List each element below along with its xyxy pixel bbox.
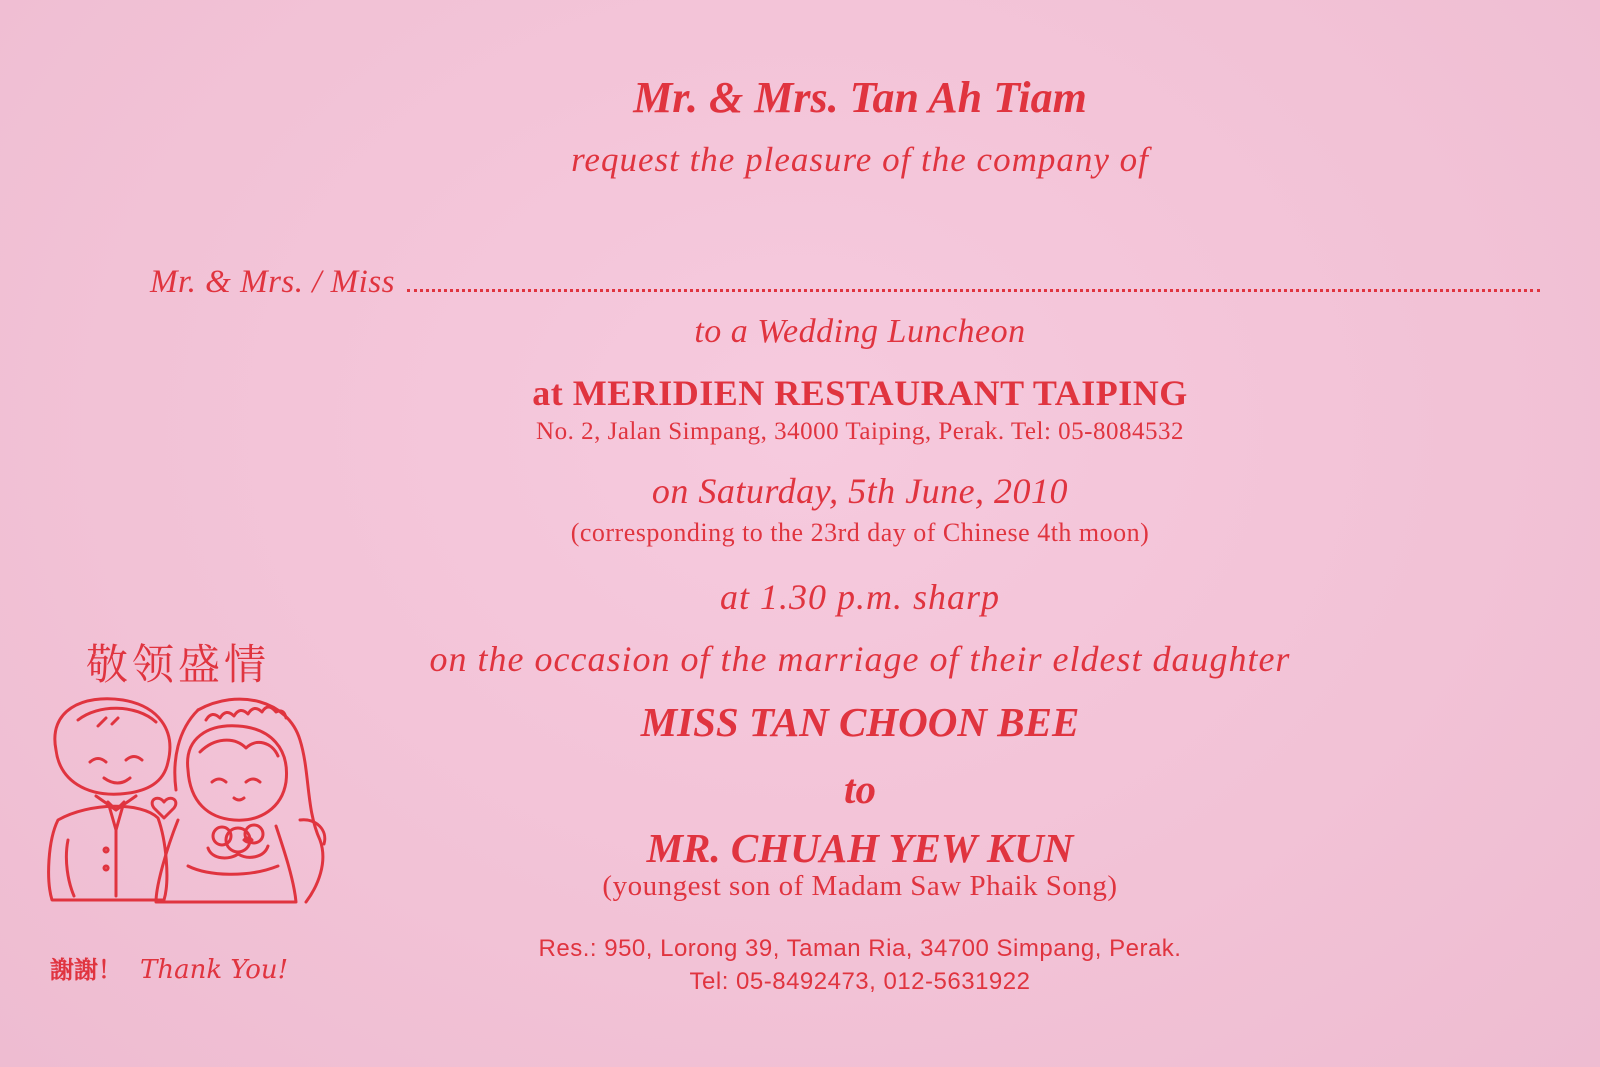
- guest-label: Mr. & Mrs. / Miss: [150, 264, 396, 300]
- groom-name: MR. CHUAH YEW KUN: [646, 825, 1074, 871]
- residence-address: Res.: 950, Lorong 39, Taman Ria, 34700 Simpang, Perak.: [538, 935, 1182, 962]
- venue-name: at MERIDIEN RESTAURANT TAIPING: [532, 373, 1188, 413]
- residence-tel: Tel: 05-8492473, 012-5631922: [689, 968, 1031, 995]
- venue-address: No. 2, Jalan Simpang, 34000 Taiping, Perak. Tel: 05-8084532: [536, 418, 1184, 445]
- occasion-line: on the occasion of the marriage of their eldest daughter: [429, 639, 1291, 679]
- bride-name: MISS TAN CHOON BEE: [640, 699, 1080, 745]
- thanks-english: Thank You!: [140, 955, 289, 985]
- guest-name-row: [150, 255, 1540, 301]
- request-line: request the pleasure of the company of: [571, 140, 1149, 179]
- thank-you-signature: [50, 950, 288, 985]
- event-time: at 1.30 p.m. sharp: [719, 577, 1001, 617]
- guest-name-dotted-line: [407, 288, 1540, 292]
- bride-groom-illustration: [38, 690, 338, 930]
- event-date: on Saturday, 5th June, 2010: [651, 471, 1069, 511]
- hosts-name: Mr. & Mrs. Tan Ah Tiam: [633, 73, 1087, 122]
- lunar-date: (corresponding to the 23rd day of Chinese 4th moon): [570, 518, 1150, 547]
- connector-to: to: [844, 766, 876, 812]
- groom-note: (youngest son of Madam Saw Phaik Song): [602, 870, 1118, 902]
- chinese-greeting: 敬领盛情: [86, 640, 271, 689]
- event-line: to a Wedding Luncheon: [694, 313, 1026, 350]
- thanks-chinese: 謝謝！: [50, 956, 122, 984]
